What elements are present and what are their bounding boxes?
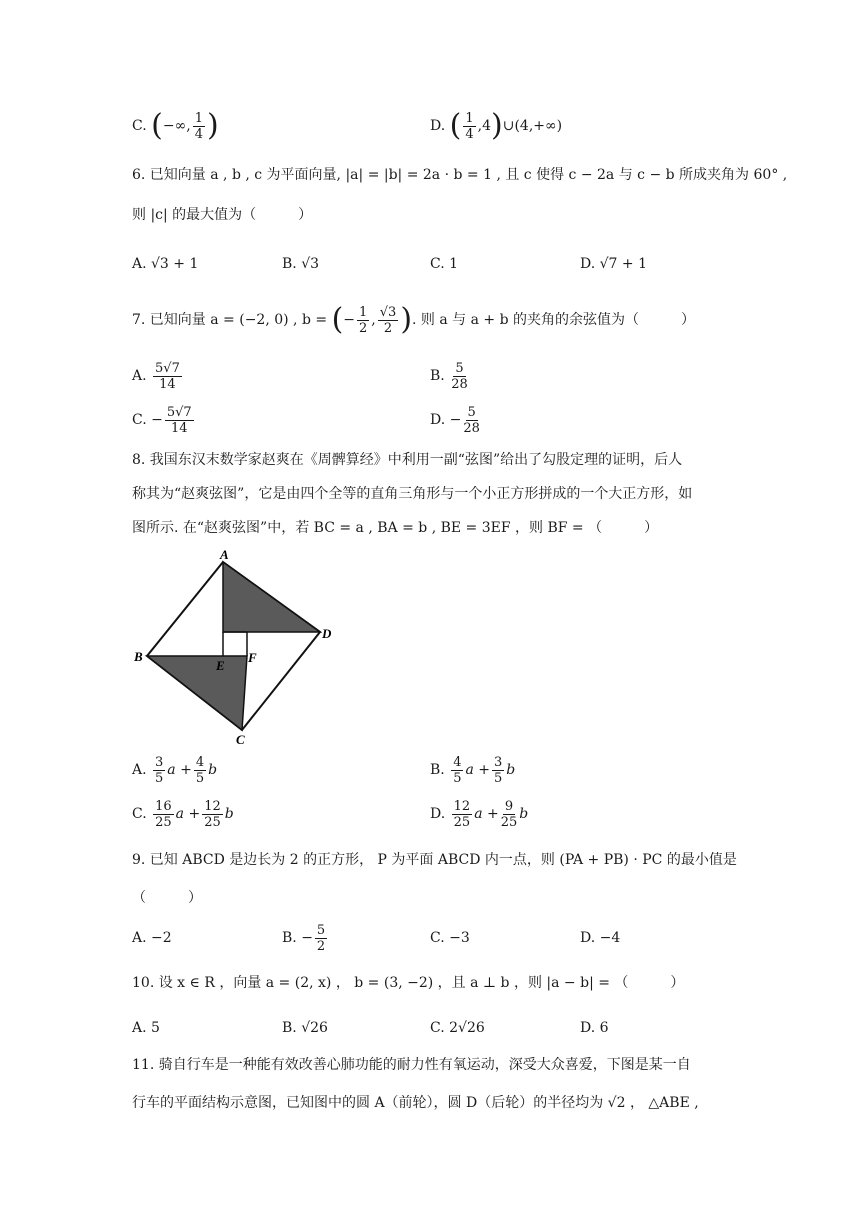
q11-stem-line2: 行车的平面结构示意图，已知图中的圆 A（前轮），圆 D（后轮）的半径均为 √2 ， △ABE , xyxy=(132,1095,699,1111)
q8-stem-line2: 称其为“赵爽弦图”，它是由四个全等的直角三角形与一个小正方形拼成的一个大正方形，如 xyxy=(132,486,693,502)
zhao-shuang-diagram xyxy=(130,548,340,748)
label-f: F xyxy=(248,650,257,665)
q7-option-c: C. − $\frac{5√7}{14}$ xyxy=(132,404,192,436)
q8-stem-line3: 图所示. 在“赵爽弦图”中，若 BC = a , BA = b , BE = 3EF ，则 BF = （ ） xyxy=(132,520,659,536)
q6-option-b: B. √3 xyxy=(282,256,320,272)
q5-option-d: D. ( $\frac{1}{4}$ ,4)∪(4,+∞) xyxy=(430,108,563,143)
q9-option-c: C. −3 xyxy=(430,930,470,946)
q9-stem-line1: 9. 已知 ABCD 是边长为 2 的正方形， P 为平面 ABCD 内一点，则 (PA + PB) · PC 的最小值是 xyxy=(132,852,737,868)
q10-option-c: C. 2√26 xyxy=(430,1020,485,1036)
q9-option-a: A. −2 xyxy=(132,930,172,946)
q9-option-d: D. −4 xyxy=(580,930,621,946)
q7-stem: 7. 已知向量 a = (−2, 0) , b = (− $\frac{1}{2}$ , $\frac{√3}{2}$ ). 则 a 与 a + b 的夹角的余弦值为（ ） xyxy=(132,302,696,337)
q6-stem-line2: 则 |c| 的最大值为（ ） xyxy=(132,207,313,223)
label-b: B xyxy=(134,649,143,664)
q6-stem-line1: 6. 已知向量 a , b , c 为平面向量, |a| = |b| = 2a · b = 1 , 且 c 使得 c − 2a 与 c − b 所成夹角为 60° , xyxy=(132,167,788,183)
q8-option-b: B. $\frac{4}{5}$ a + $\frac{3}{5}$ b xyxy=(430,754,516,786)
q7-option-b: B. $\frac{5}{28}$ xyxy=(430,360,468,392)
q11-stem-line1: 11. 骑自行车是一种能有效改善心肺功能的耐力性有氧运动，深受大众喜爱，下图是某一自 xyxy=(132,1057,691,1073)
q10-option-d: D. 6 xyxy=(580,1020,609,1036)
q10-option-a: A. 5 xyxy=(132,1020,160,1036)
label-a: A xyxy=(220,548,229,562)
q10-stem: 10. 设 x ∈ R ，向量 a = (2, x) ， b = (3, −2) ，且 a ⊥ b ，则 |a − b| = （ ） xyxy=(132,975,685,991)
q8-option-d: D. $\frac{12}{25}$ a + $\frac{9}{25}$ b xyxy=(430,798,529,830)
q8-stem-line1: 8. 我国东汉末数学家赵爽在《周髀算经》中利用一副“弦图”给出了勾股定理的证明，后人 xyxy=(132,452,683,468)
shaded-triangle-top xyxy=(223,562,320,632)
q9-stem-line2: （ ） xyxy=(132,890,202,906)
q6-option-d: D. √7 + 1 xyxy=(580,256,647,272)
label-c: C xyxy=(236,732,245,747)
q6-option-a: A. √3 + 1 xyxy=(132,256,199,272)
q10-option-b: B. √26 xyxy=(282,1020,328,1036)
q5-option-c: C. (−∞, $\frac{1}{4}$ ) xyxy=(132,108,219,143)
q9-option-b: B. − $\frac{5}{2}$ xyxy=(282,922,326,954)
q7-option-a: A. $\frac{5√7}{14}$ xyxy=(132,360,180,392)
q8-option-c: C. $\frac{16}{25}$ a + $\frac{12}{25}$ b xyxy=(132,798,234,830)
label-d: D xyxy=(322,626,332,641)
shaded-triangle-bottom xyxy=(147,656,247,730)
q7-option-d: D. − $\frac{5}{28}$ xyxy=(430,404,480,436)
q6-option-c: C. 1 xyxy=(430,256,459,272)
q8-option-a: A. $\frac{3}{5}$ a + $\frac{4}{5}$ b xyxy=(132,754,218,786)
label-e: E xyxy=(216,658,225,673)
